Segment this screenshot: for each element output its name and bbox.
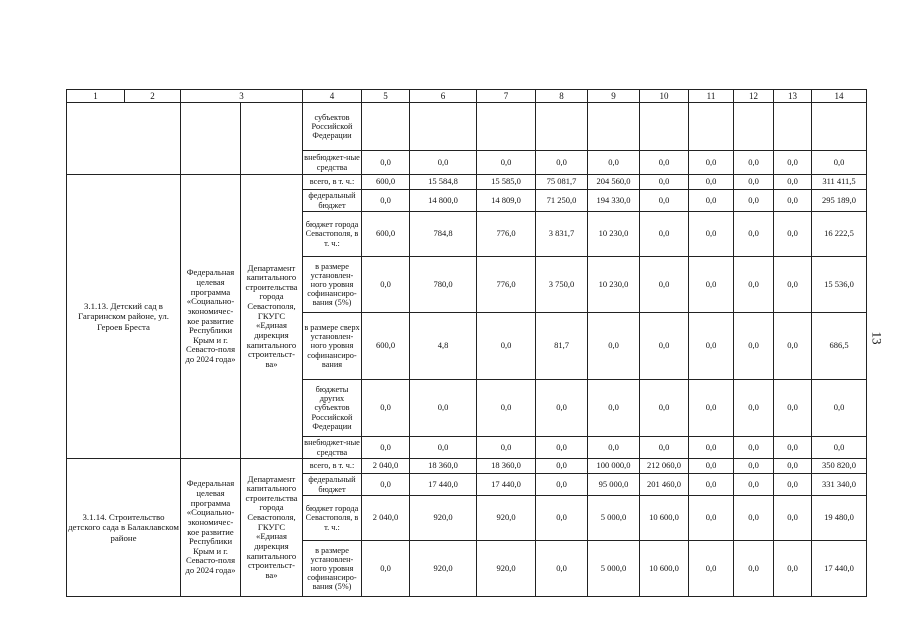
value-cell: 0,0 <box>812 151 867 175</box>
value-cell: 0,0 <box>812 437 867 459</box>
value-cell: 0,0 <box>477 380 536 437</box>
value-cell: 0,0 <box>689 212 734 257</box>
value-cell: 0,0 <box>536 459 588 474</box>
value-cell: 18 360,0 <box>410 459 477 474</box>
value-cell: 81,7 <box>536 313 588 380</box>
header-cell: 6 <box>410 90 477 103</box>
value-cell: 5 000,0 <box>588 541 640 597</box>
funding-source-label: всего, в т. ч.: <box>303 459 362 474</box>
value-cell: 0,0 <box>734 313 774 380</box>
funding-source-label: бюджет города Севастополя, в т. ч.: <box>303 212 362 257</box>
value-cell: 18 360,0 <box>477 459 536 474</box>
header-cell: 11 <box>689 90 734 103</box>
value-cell: 0,0 <box>362 151 410 175</box>
value-cell: 15 536,0 <box>812 257 867 313</box>
value-cell <box>536 103 588 151</box>
value-cell: 0,0 <box>410 380 477 437</box>
executor-cell <box>241 103 303 175</box>
value-cell: 784,8 <box>410 212 477 257</box>
value-cell: 0,0 <box>734 257 774 313</box>
value-cell: 75 081,7 <box>536 175 588 190</box>
value-cell: 0,0 <box>362 380 410 437</box>
value-cell: 920,0 <box>477 496 536 541</box>
header-cell: 5 <box>362 90 410 103</box>
value-cell: 0,0 <box>734 151 774 175</box>
value-cell: 0,0 <box>536 474 588 496</box>
value-cell: 0,0 <box>362 437 410 459</box>
object-name-cell <box>67 103 181 175</box>
value-cell: 0,0 <box>640 313 689 380</box>
value-cell: 0,0 <box>689 313 734 380</box>
value-cell: 0,0 <box>588 313 640 380</box>
page-number: 13 <box>869 331 885 345</box>
value-cell: 0,0 <box>410 437 477 459</box>
value-cell: 0,0 <box>588 437 640 459</box>
value-cell <box>774 103 812 151</box>
funding-source-label: федеральный бюджет <box>303 190 362 212</box>
value-cell: 0,0 <box>689 459 734 474</box>
value-cell: 100 000,0 <box>588 459 640 474</box>
value-cell: 920,0 <box>410 496 477 541</box>
value-cell: 0,0 <box>536 541 588 597</box>
value-cell: 0,0 <box>812 380 867 437</box>
value-cell: 10 230,0 <box>588 257 640 313</box>
funding-source-label: бюджет города Севастополя, в т. ч.: <box>303 496 362 541</box>
value-cell: 776,0 <box>477 212 536 257</box>
value-cell: 0,0 <box>774 437 812 459</box>
value-cell: 212 060,0 <box>640 459 689 474</box>
header-cell: 3 <box>181 90 303 103</box>
value-cell: 0,0 <box>774 474 812 496</box>
value-cell: 0,0 <box>689 175 734 190</box>
value-cell: 95 000,0 <box>588 474 640 496</box>
value-cell: 0,0 <box>774 380 812 437</box>
funding-source-label: субъектов Российской Федерации <box>303 103 362 151</box>
value-cell: 0,0 <box>640 437 689 459</box>
header-cell: 8 <box>536 90 588 103</box>
value-cell: 17 440,0 <box>812 541 867 597</box>
value-cell <box>689 103 734 151</box>
value-cell: 0,0 <box>774 496 812 541</box>
value-cell: 600,0 <box>362 212 410 257</box>
value-cell: 600,0 <box>362 175 410 190</box>
object-name-cell: 3.1.13. Детский сад в Гагаринском районе, ул. Героев Бреста <box>67 175 181 459</box>
value-cell <box>812 103 867 151</box>
value-cell: 0,0 <box>689 474 734 496</box>
value-cell: 3 750,0 <box>536 257 588 313</box>
header-cell: 1 <box>67 90 125 103</box>
value-cell: 19 480,0 <box>812 496 867 541</box>
value-cell: 0,0 <box>774 151 812 175</box>
value-cell: 0,0 <box>774 212 812 257</box>
value-cell: 0,0 <box>689 190 734 212</box>
value-cell: 2 040,0 <box>362 496 410 541</box>
header-cell: 12 <box>734 90 774 103</box>
value-cell: 0,0 <box>734 541 774 597</box>
header-cell: 9 <box>588 90 640 103</box>
header-cell: 4 <box>303 90 362 103</box>
value-cell: 0,0 <box>774 257 812 313</box>
value-cell: 0,0 <box>734 496 774 541</box>
value-cell: 780,0 <box>410 257 477 313</box>
program-cell: Федеральная целевая программа «Социально-экономичес-кое развитие Республики Крым и г. Севасто-поля до 2024 года» <box>181 459 241 597</box>
value-cell: 14 800,0 <box>410 190 477 212</box>
value-cell: 331 340,0 <box>812 474 867 496</box>
funding-source-label: в размере сверх установлен-ного уровня софинансиро-вания <box>303 313 362 380</box>
value-cell: 0,0 <box>362 257 410 313</box>
value-cell: 17 440,0 <box>410 474 477 496</box>
value-cell <box>734 103 774 151</box>
value-cell <box>477 103 536 151</box>
value-cell: 0,0 <box>640 190 689 212</box>
value-cell: 0,0 <box>689 151 734 175</box>
header-row <box>67 90 867 103</box>
value-cell: 2 040,0 <box>362 459 410 474</box>
value-cell <box>640 103 689 151</box>
value-cell: 15 585,0 <box>477 175 536 190</box>
value-cell: 14 809,0 <box>477 190 536 212</box>
value-cell: 5 000,0 <box>588 496 640 541</box>
value-cell: 17 440,0 <box>477 474 536 496</box>
value-cell: 776,0 <box>477 257 536 313</box>
value-cell: 686,5 <box>812 313 867 380</box>
value-cell: 0,0 <box>734 190 774 212</box>
table-row <box>67 103 867 151</box>
value-cell: 0,0 <box>477 151 536 175</box>
header-cell: 13 <box>774 90 812 103</box>
value-cell: 0,0 <box>774 541 812 597</box>
value-cell: 0,0 <box>536 496 588 541</box>
value-cell: 4,8 <box>410 313 477 380</box>
continuation-section <box>67 103 867 175</box>
value-cell: 201 460,0 <box>640 474 689 496</box>
value-cell: 0,0 <box>734 437 774 459</box>
value-cell: 0,0 <box>640 175 689 190</box>
value-cell: 194 330,0 <box>588 190 640 212</box>
value-cell: 295 189,0 <box>812 190 867 212</box>
header-cell: 2 <box>125 90 181 103</box>
value-cell: 0,0 <box>734 212 774 257</box>
value-cell: 0,0 <box>588 151 640 175</box>
section-3-1-14 <box>67 459 867 597</box>
header-cell: 7 <box>477 90 536 103</box>
value-cell <box>362 103 410 151</box>
executor-cell: Департамент капитального строительства города Севастополя, ГКУГС «Единая дирекция капитального строительст-ва» <box>241 459 303 597</box>
value-cell: 0,0 <box>640 380 689 437</box>
value-cell: 311 411,5 <box>812 175 867 190</box>
table-row <box>67 175 867 190</box>
value-cell: 0,0 <box>362 190 410 212</box>
value-cell: 0,0 <box>410 151 477 175</box>
value-cell: 0,0 <box>734 459 774 474</box>
value-cell: 0,0 <box>477 313 536 380</box>
value-cell: 0,0 <box>689 380 734 437</box>
funding-source-label: в размере установлен-ного уровня софинансиро-вания (5%) <box>303 541 362 597</box>
value-cell: 920,0 <box>410 541 477 597</box>
value-cell: 0,0 <box>689 437 734 459</box>
funding-source-label: внебюджет-ные средства <box>304 438 360 457</box>
funding-source-label: бюджеты других субъектов Российской Федерации <box>303 380 362 437</box>
value-cell: 0,0 <box>689 541 734 597</box>
value-cell: 71 250,0 <box>536 190 588 212</box>
value-cell: 0,0 <box>640 257 689 313</box>
value-cell: 0,0 <box>734 175 774 190</box>
value-cell: 10 600,0 <box>640 496 689 541</box>
value-cell: 0,0 <box>689 257 734 313</box>
value-cell: 10 600,0 <box>640 541 689 597</box>
value-cell: 15 584,8 <box>410 175 477 190</box>
value-cell: 920,0 <box>477 541 536 597</box>
value-cell: 0,0 <box>477 437 536 459</box>
funding-source-label: в размере установлен-ного уровня софинансиро-вания (5%) <box>303 257 362 313</box>
value-cell: 350 820,0 <box>812 459 867 474</box>
value-cell: 3 831,7 <box>536 212 588 257</box>
value-cell: 0,0 <box>640 212 689 257</box>
value-cell: 204 560,0 <box>588 175 640 190</box>
value-cell <box>588 103 640 151</box>
value-cell: 0,0 <box>640 151 689 175</box>
table-row <box>67 459 867 474</box>
value-cell: 0,0 <box>689 496 734 541</box>
value-cell: 0,0 <box>536 151 588 175</box>
value-cell: 0,0 <box>362 541 410 597</box>
value-cell: 0,0 <box>734 380 774 437</box>
object-name-cell: 3.1.14. Строительство детского сада в Балаклавском районе <box>67 459 181 597</box>
program-cell: Федеральная целевая программа «Социально-экономичес-кое развитие Республики Крым и г. Севасто-поля до 2024 года» <box>181 175 241 459</box>
value-cell <box>410 103 477 151</box>
value-cell: 0,0 <box>774 459 812 474</box>
funding-source-label: внебюджет-ные средства <box>303 151 362 175</box>
value-cell: 0,0 <box>734 474 774 496</box>
section-3-1-13 <box>67 175 867 459</box>
header-cell: 14 <box>812 90 867 103</box>
value-cell: 0,0 <box>362 474 410 496</box>
budget-table <box>66 89 867 597</box>
header-cell: 10 <box>640 90 689 103</box>
value-cell: 0,0 <box>774 313 812 380</box>
value-cell: 600,0 <box>362 313 410 380</box>
funding-source-label: федеральный бюджет <box>303 474 362 496</box>
value-cell: 0,0 <box>536 437 588 459</box>
executor-cell: Департамент капитального строительства города Севастополя, ГКУГС «Единая дирекция капитального строительст-ва» <box>241 175 303 459</box>
value-cell: 0,0 <box>536 380 588 437</box>
value-cell: 0,0 <box>774 175 812 190</box>
value-cell: 10 230,0 <box>588 212 640 257</box>
value-cell: 16 222,5 <box>812 212 867 257</box>
value-cell: 0,0 <box>774 190 812 212</box>
value-cell: 0,0 <box>588 380 640 437</box>
program-cell <box>181 103 241 175</box>
funding-source-label: всего, в т. ч.: <box>303 175 362 190</box>
